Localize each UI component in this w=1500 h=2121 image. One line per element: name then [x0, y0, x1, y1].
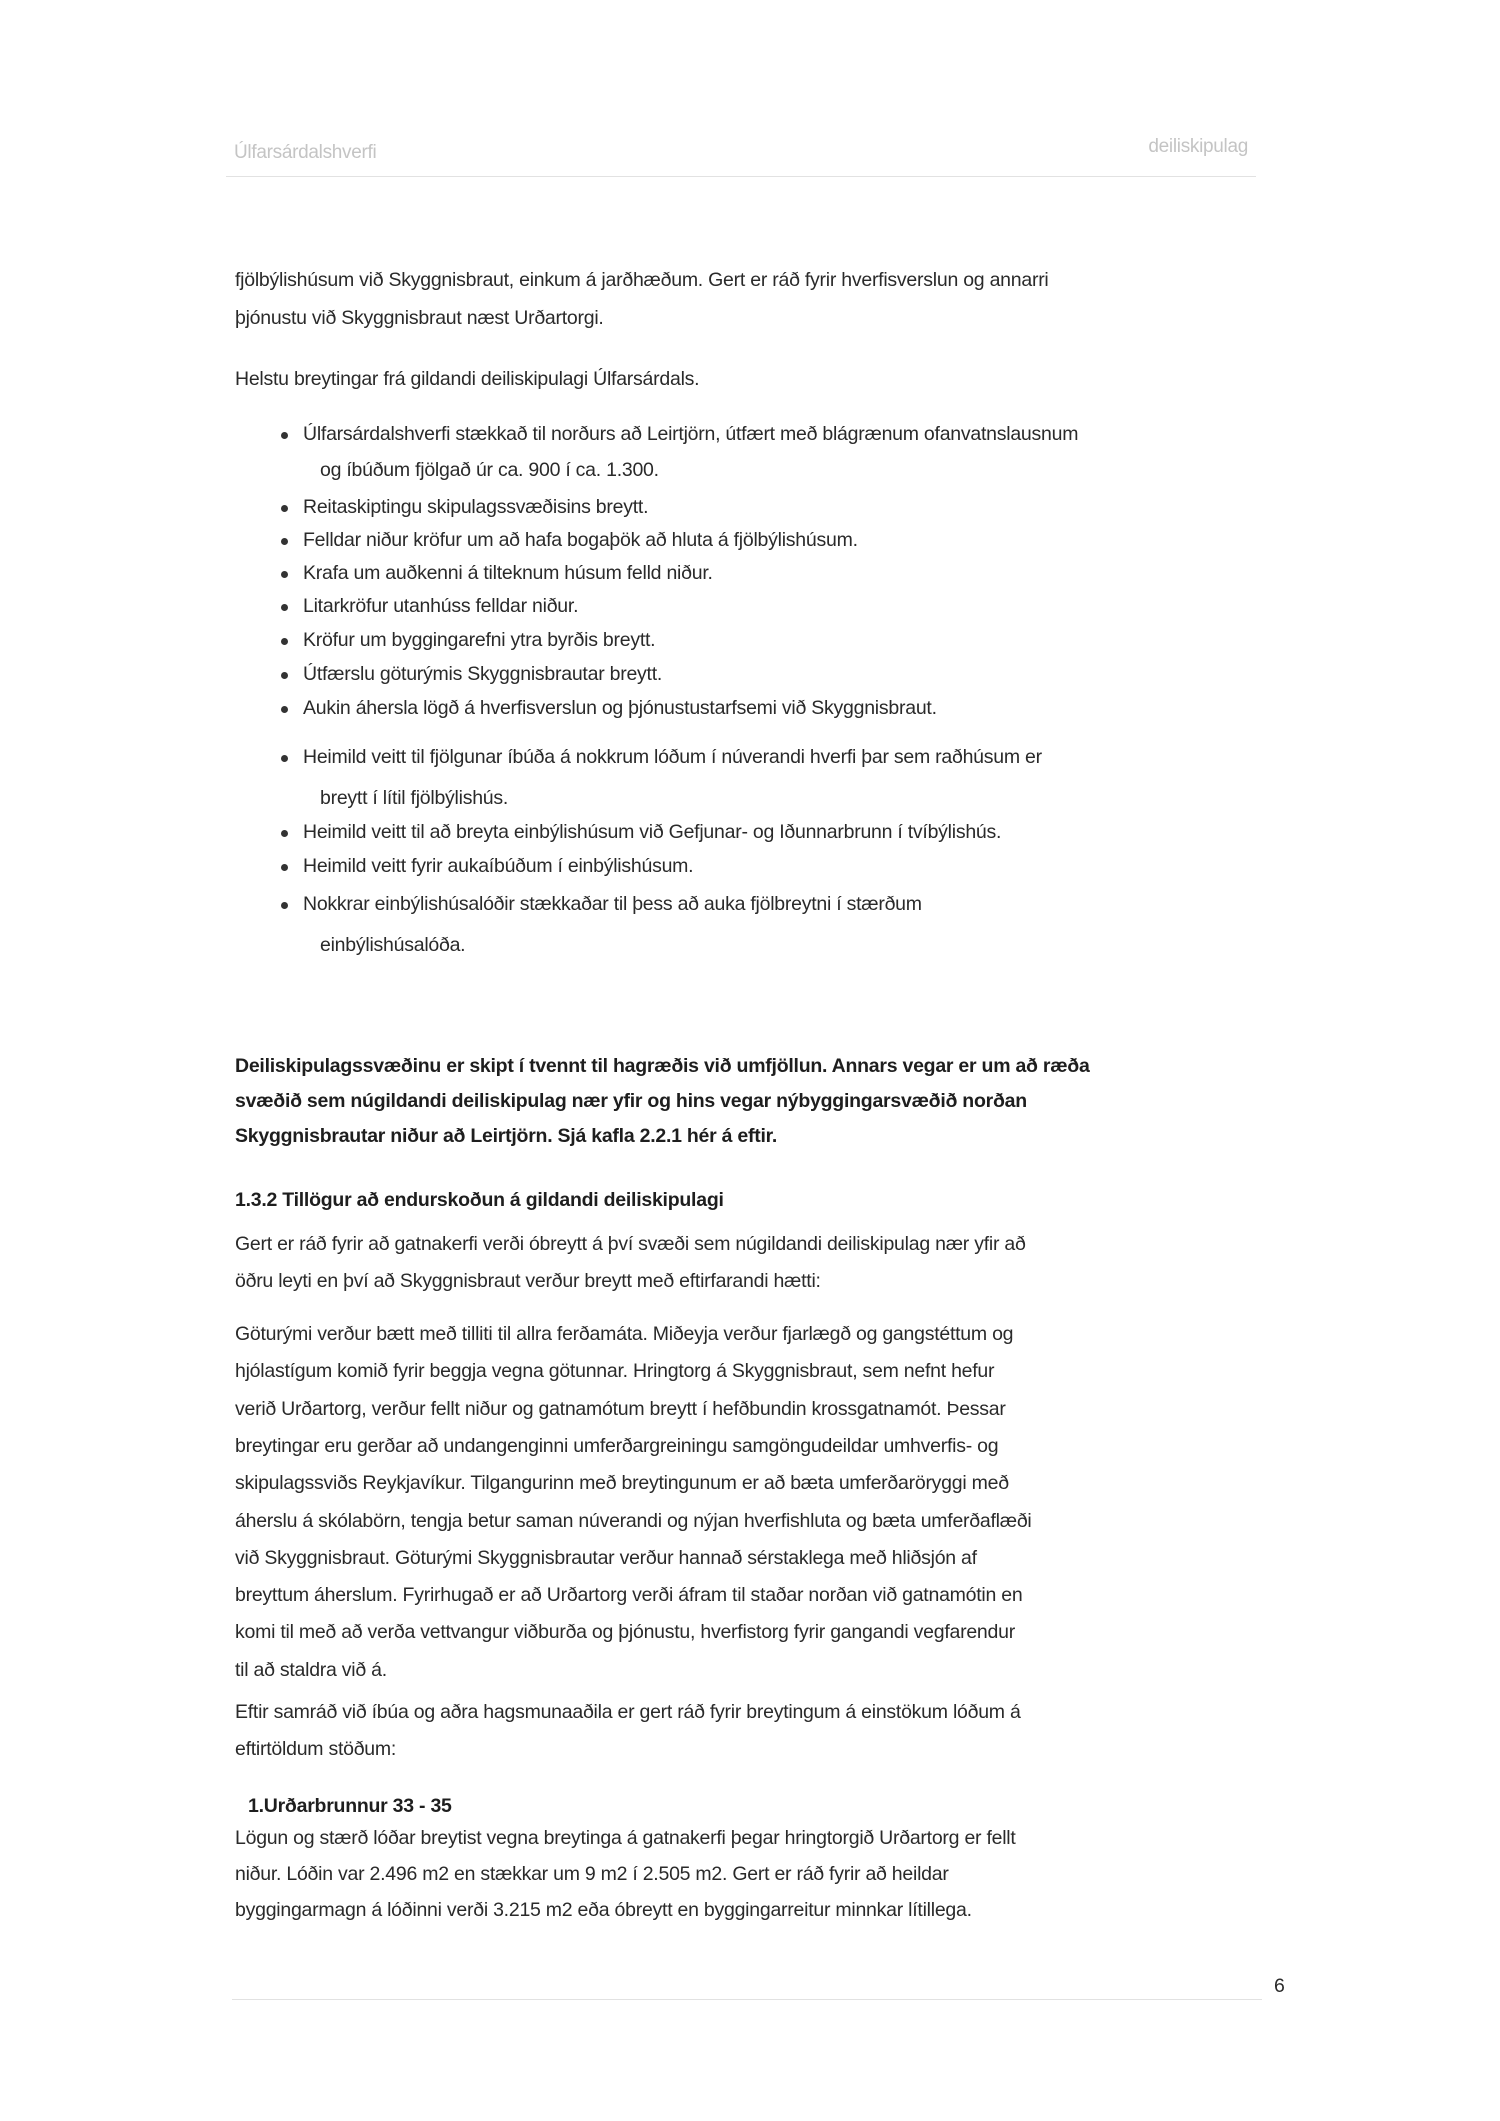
bullet-item-line: Aukin áhersla lögð á hverfisverslun og þjónustustarfsemi við Skyggnisbraut.: [303, 697, 937, 719]
paragraph-line: áherslu á skólabörn, tengja betur saman núverandi og nýjan hverfishluta og bæta umferðaflæði: [235, 1509, 1032, 1532]
intro-line: fjölbýlishúsum við Skyggnisbraut, einkum á jarðhæðum. Gert er ráð fyrir hverfisverslun og annarri: [235, 269, 1049, 291]
running-header-left: Úlfarsárdalshverfi: [234, 142, 377, 163]
bold-paragraph-line: svæðið sem núgildandi deiliskipulag nær yfir og hins vegar nýbyggingarsvæðið norðan: [235, 1090, 1027, 1112]
paragraph-line: Göturými verður bætt með tilliti til allra ferðamáta. Miðeyja verður fjarlægð og gangstéttum og: [235, 1323, 1014, 1345]
paragraph-line: hjólastígum komið fyrir beggja vegna götunnar. Hringtorg á Skyggnisbraut, sem nefnt hefur: [235, 1360, 995, 1383]
paragraph-line: til að staldra við á.: [235, 1658, 387, 1681]
paragraph-line: öðru leyti en því að Skyggnisbraut verður breytt með eftirfarandi hætti:: [235, 1270, 821, 1292]
bullet-item-line: Heimild veitt til fjölgunar íbúða á nokkrum lóðum í núverandi hverfi þar sem raðhúsum er: [303, 746, 1042, 768]
bullet-icon: [281, 604, 288, 611]
paragraph-line: Gert er ráð fyrir að gatnakerfi verði óbreytt á því svæði sem núgildandi deiliskipulag nær yfir að: [235, 1233, 1026, 1255]
item-text-line: niður. Lóðin var 2.496 m2 en stækkar um 9 m2 í 2.505 m2. Gert er ráð fyrir að heildar: [235, 1863, 949, 1885]
paragraph-line: skipulagssviðs Reykjavíkur. Tilgangurinn með breytingunum er að bæta umferðaröryggi með: [235, 1472, 1009, 1495]
item-text-line: byggingarmagn á lóðinni verði 3.215 m2 eða óbreytt en byggingarreitur minnkar lítillega.: [235, 1899, 972, 1921]
paragraph-line: breyttum áherslum. Fyrirhugað er að Urðartorg verði áfram til staðar norðan við gatnamótin en: [235, 1584, 1023, 1607]
bold-paragraph-line: Skyggnisbrautar niður að Leirtjörn. Sjá kafla 2.2.1 hér á eftir.: [235, 1125, 778, 1147]
bullet-icon: [281, 830, 288, 837]
page-number: 6: [1274, 1975, 1285, 1997]
bullet-icon: [281, 672, 288, 679]
bullet-item-line: og íbúðum fjölgað úr ca. 900 í ca. 1.300.: [320, 459, 659, 481]
bullet-item-line: breytt í lítil fjölbýlishús.: [320, 787, 509, 809]
bullet-item-line: Útfærslu göturýmis Skyggnisbrautar breytt.: [303, 663, 663, 685]
bullet-item-line: Heimild veitt fyrir aukaíbúðum í einbýlishúsum.: [303, 855, 694, 877]
bullet-item-line: Felldar niður kröfur um að hafa bogaþök að hluta á fjölbýlishúsum.: [303, 529, 858, 551]
bullet-icon: [281, 902, 288, 909]
bullet-item-line: Litarkröfur utanhúss felldar niður.: [303, 595, 579, 617]
section-heading: 1.3.2 Tillögur að endurskoðun á gildandi deiliskipulagi: [235, 1189, 724, 1211]
bullet-icon: [281, 755, 288, 762]
bullet-item-line: Krafa um auðkenni á tilteknum húsum felld niður.: [303, 562, 713, 584]
running-header-right: deiliskipulag: [1148, 136, 1248, 157]
bullet-item-line: Kröfur um byggingarefni ytra byrðis breytt.: [303, 629, 656, 651]
intro-line: þjónustu við Skyggnisbraut næst Urðartorgi.: [235, 307, 604, 329]
bold-paragraph-line: Deiliskipulagssvæðinu er skipt í tvennt til hagræðis við umfjöllun. Annars vegar er um að ræða: [235, 1055, 1090, 1077]
bullet-item-line: Úlfarsárdalshverfi stækkað til norðurs að Leirtjörn, útfært með blágrænum ofanvatnslausnum: [303, 423, 1079, 445]
bullet-icon: [281, 638, 288, 645]
paragraph-line: við Skyggnisbraut. Göturými Skyggnisbrautar verður hannað sérstaklega með hliðsjón af: [235, 1546, 977, 1569]
paragraph-line: verið Urðartorg, verður fellt niður og gatnamótum breytt í hefðbundin krossgatnamót. Þessar: [235, 1397, 1006, 1420]
changes-title: Helstu breytingar frá gildandi deiliskipulagi Úlfarsárdals.: [235, 368, 700, 390]
paragraph-line: komi til með að verða vettvangur viðburða og þjónustu, hverfistorg fyrir gangandi vegfarendur: [235, 1621, 1015, 1644]
bullet-icon: [281, 538, 288, 545]
header-rule: [226, 176, 1256, 177]
bullet-item-line: einbýlishúsalóða.: [320, 934, 466, 956]
bullet-item-line: Nokkrar einbýlishúsalóðir stækkaðar til þess að auka fjölbreytni í stærðum: [303, 893, 922, 915]
bullet-icon: [281, 432, 288, 439]
paragraph-line: eftirtöldum stöðum:: [235, 1738, 397, 1760]
item-heading: 1.Urðarbrunnur 33 - 35: [248, 1795, 452, 1817]
bullet-item-line: Heimild veitt til að breyta einbýlishúsum við Gefjunar- og Iðunnarbrunn í tvíbýlishús.: [303, 821, 1002, 843]
bullet-icon: [281, 505, 288, 512]
footer-rule: [232, 1999, 1262, 2000]
bullet-icon: [281, 864, 288, 871]
item-text-line: Lögun og stærð lóðar breytist vegna breytinga á gatnakerfi þegar hringtorgið Urðartorg er fellt: [235, 1827, 1016, 1849]
paragraph-line: breytingar eru gerðar að undangenginni umferðargreiningu samgöngudeildar umhverfis- og: [235, 1434, 999, 1457]
bullet-item-line: Reitaskiptingu skipulagssvæðisins breytt.: [303, 496, 649, 518]
bullet-icon: [281, 571, 288, 578]
paragraph-line: Eftir samráð við íbúa og aðra hagsmunaaðila er gert ráð fyrir breytingum á einstökum lóðum á: [235, 1701, 1021, 1723]
bullet-icon: [281, 706, 288, 713]
